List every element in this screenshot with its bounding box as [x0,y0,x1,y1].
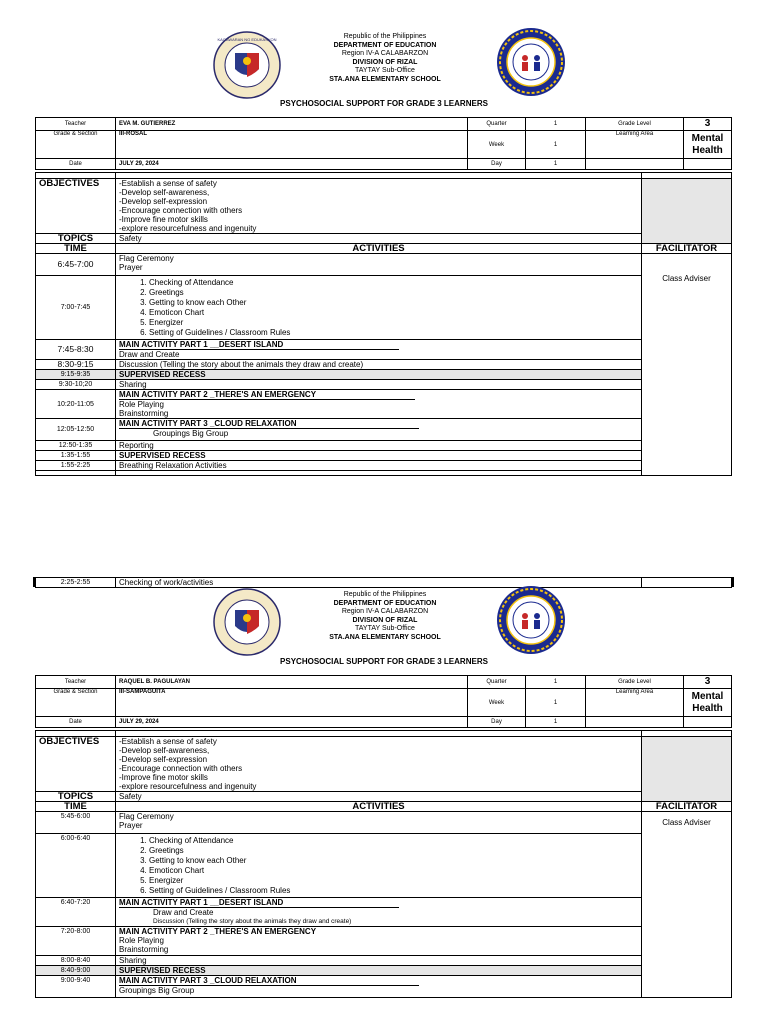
grade-level-label: Grade Level [586,118,684,131]
facilitator-cell [642,812,732,998]
objectives-list [116,737,642,792]
header-line-1: Republic of the Philippines [343,591,427,598]
objective-item: -Encourage connection with others [119,206,243,215]
list-item: 1. Checking of Attendance [149,836,638,846]
activity-title: MAIN ACTIVITY PART 1 __DESERT ISLAND [119,898,399,908]
quarter-label: Quarter [468,118,526,131]
list-item: 2. Greetings [149,846,638,856]
grade-section-label: Grade & Section [36,131,116,159]
page-2 [0,574,768,1024]
grade-section-label: Grade & Section [36,689,116,717]
time-cell: 5:45-6:00 [36,812,116,834]
activity-text: Checking of work/activities [116,578,642,588]
activity-text: Prayer [119,821,143,830]
activity-text: SUPERVISED RECESS [116,370,642,380]
objective-item: -Develop self-awareness, [119,746,210,755]
activity-text: SUPERVISED RECESS [116,451,642,461]
activities-header: ACTIVITIES [116,244,642,254]
activity-text: Breathing Relaxation Activities [116,461,642,471]
activity-title: MAIN ACTIVITY PART 2 _THERE'S AN EMERGENCY [119,390,415,400]
document-title: PSYCHOSOCIAL SUPPORT FOR GRADE 3 LEARNERS [280,657,488,666]
activity-text: Brainstorming [119,409,169,418]
learning-area-label: Learning Area [586,689,684,717]
time-cell: 9:30-10;20 [36,380,116,390]
objective-item: -Improve fine motor skills [119,215,208,224]
time-cell: 10:20-11:05 [36,390,116,419]
time-cell: 7:45-8:30 [36,340,116,360]
learning-area-value: Mental Health [684,131,732,159]
objective-item: -Establish a sense of safety [119,179,217,188]
activity-text: Flag Ceremony [119,254,174,263]
activity-text: Sharing [116,956,642,966]
quarter-label: Quarter [468,676,526,689]
activity-title: MAIN ACTIVITY PART 3 _CLOUD RELAXATION [119,976,419,986]
header-line-2: DEPARTMENT OF EDUCATION [333,599,437,607]
objectives-label: OBJECTIVES [36,179,116,234]
grade-level-value: 3 [684,676,732,689]
opening-activities-list [119,836,638,896]
time-cell: 7:20-8:00 [36,927,116,956]
activities-header: ACTIVITIES [116,802,642,812]
topics-value: Safety [116,792,642,802]
schedule-table [35,730,732,998]
school-header [250,33,520,85]
activity-text: Groupings Big Group [119,986,195,995]
activity-title: MAIN ACTIVITY PART 2 _THERE'S AN EMERGENCY [119,927,317,936]
activity-text: Brainstorming [119,945,169,954]
objective-item: -Improve fine motor skills [119,773,208,782]
date-label: Date [36,717,116,728]
activity-text: Reporting [116,441,642,451]
day-value: 1 [526,717,586,728]
list-item: 3. Getting to know each Other [149,298,638,308]
time-cell: 12:50-1:35 [36,441,116,451]
opening-activities-list [119,278,638,338]
header-line-4: DIVISION OF RIZAL [352,616,418,624]
time-cell: 12:05-12:50 [36,419,116,441]
time-cell: 9:00-9:40 [36,976,116,998]
header-line-6: STA.ANA ELEMENTARY SCHOOL [329,75,441,83]
week-label: Week [468,689,526,717]
time-header: TIME [36,244,116,254]
grade-section-value: III-SAMPAGUITA [116,689,468,717]
header-line-3: Region IV-A CALABARZON [341,608,429,616]
time-cell: 8:40-9:00 [36,966,116,976]
page-1 [0,0,768,500]
carry-row-table [35,577,732,588]
activity-text: Discussion (Telling the story about the animals they draw and create) [153,918,352,925]
list-item: 4. Emoticon Chart [149,866,638,876]
teacher-value: RAQUEL B. PAGULAYAN [116,676,468,689]
activity-text: SUPERVISED RECESS [116,966,642,976]
week-label: Week [468,131,526,159]
school-seal-icon [496,27,566,97]
facilitator-value: Class Adviser [662,818,711,827]
time-header: TIME [36,802,116,812]
facilitator-value: Class Adviser [662,274,711,283]
list-item: 5. Energizer [149,876,638,886]
facilitator-header: FACILITATOR [642,802,732,812]
header-line-2: DEPARTMENT OF EDUCATION [333,41,437,49]
objectives-label: OBJECTIVES [36,737,116,792]
objective-item: -Establish a sense of safety [119,737,217,746]
activity-text: Role Playing [119,400,164,409]
header-line-5: TAYTAY Sub-Office [355,625,415,633]
time-cell: 1:55-2:25 [36,461,116,471]
activity-title: MAIN ACTIVITY PART 1 __DESERT ISLAND [119,340,638,350]
list-item: 6. Setting of Guidelines / Classroom Rules [149,886,638,896]
list-item: 4. Emoticon Chart [149,308,638,318]
header-line-6: STA.ANA ELEMENTARY SCHOOL [329,633,441,641]
day-label: Day [468,159,526,170]
info-table [35,675,732,728]
quarter-value: 1 [526,118,586,131]
topics-label: TOPICS [36,234,116,244]
info-table [35,117,732,170]
time-cell: 1:35-1:55 [36,451,116,461]
activity-text: Groupings Big Group [153,429,229,438]
facilitator-header: FACILITATOR [642,244,732,254]
objective-item: -Encourage connection with others [119,764,243,773]
day-value: 1 [526,159,586,170]
learning-area-label: Learning Area [586,131,684,159]
time-cell: 7:00-7:45 [36,276,116,340]
learning-area-value: Mental Health [684,689,732,717]
activity-text: Role Playing [119,936,164,945]
list-item: 2. Greetings [149,288,638,298]
objective-item: -Develop self-expression [119,197,208,206]
time-cell: 6:00-6:40 [36,834,116,898]
quarter-value: 1 [526,676,586,689]
activity-text: Draw and Create [119,350,180,359]
list-item: 1. Checking of Attendance [149,278,638,288]
teacher-label: Teacher [36,676,116,689]
list-item: 6. Setting of Guidelines / Classroom Rules [149,328,638,338]
svg-text:KAGAWARAN NG EDUKASYON: KAGAWARAN NG EDUKASYON [217,37,277,42]
week-value: 1 [526,131,586,159]
date-value: JULY 29, 2024 [116,717,468,728]
time-cell: 8:00-8:40 [36,956,116,966]
header-line-4: DIVISION OF RIZAL [352,58,418,66]
objectives-list [116,179,642,234]
activity-text: Discussion (Telling the story about the animals they draw and create) [116,360,642,370]
activity-text: Flag Ceremony [119,812,174,821]
list-item: 3. Getting to know each Other [149,856,638,866]
grade-level-label: Grade Level [586,676,684,689]
topics-label: TOPICS [36,792,116,802]
time-cell: 6:45-7:00 [36,254,116,276]
objective-item: -explore resourcefulness and ingenuity [119,224,257,233]
header-line-5: TAYTAY Sub-Office [355,67,415,75]
objective-item: -Develop self-awareness, [119,188,210,197]
objective-item: -explore resourcefulness and ingenuity [119,782,257,791]
time-cell: 6:40-7:20 [36,898,116,927]
objective-item: -Develop self-expression [119,755,208,764]
activity-text: Sharing [116,380,642,390]
time-cell: 8:30-9:15 [36,360,116,370]
activity-title: MAIN ACTIVITY PART 3 _CLOUD RELAXATION [119,419,419,429]
teacher-label: Teacher [36,118,116,131]
day-label: Day [468,717,526,728]
grade-level-value: 3 [684,118,732,131]
grade-section-value: III-ROSAL [116,131,468,159]
date-label: Date [36,159,116,170]
schedule-table [35,172,732,476]
date-value: JULY 29, 2024 [116,159,468,170]
header-line-3: Region IV-A CALABARZON [341,50,429,58]
topics-value: Safety [116,234,642,244]
header-line-1: Republic of the Philippines [343,33,427,40]
activity-text: Prayer [119,263,143,272]
document-title: PSYCHOSOCIAL SUPPORT FOR GRADE 3 LEARNERS [280,99,488,108]
activity-text: Draw and Create [153,908,214,917]
teacher-value: EVA M. GUTIERREZ [116,118,468,131]
time-cell: 2:25-2:55 [36,578,116,588]
time-cell: 9:15-9:35 [36,370,116,380]
facilitator-cell [642,254,732,476]
school-header [250,591,520,643]
school-seal-icon [496,585,566,655]
week-value: 1 [526,689,586,717]
list-item: 5. Energizer [149,318,638,328]
